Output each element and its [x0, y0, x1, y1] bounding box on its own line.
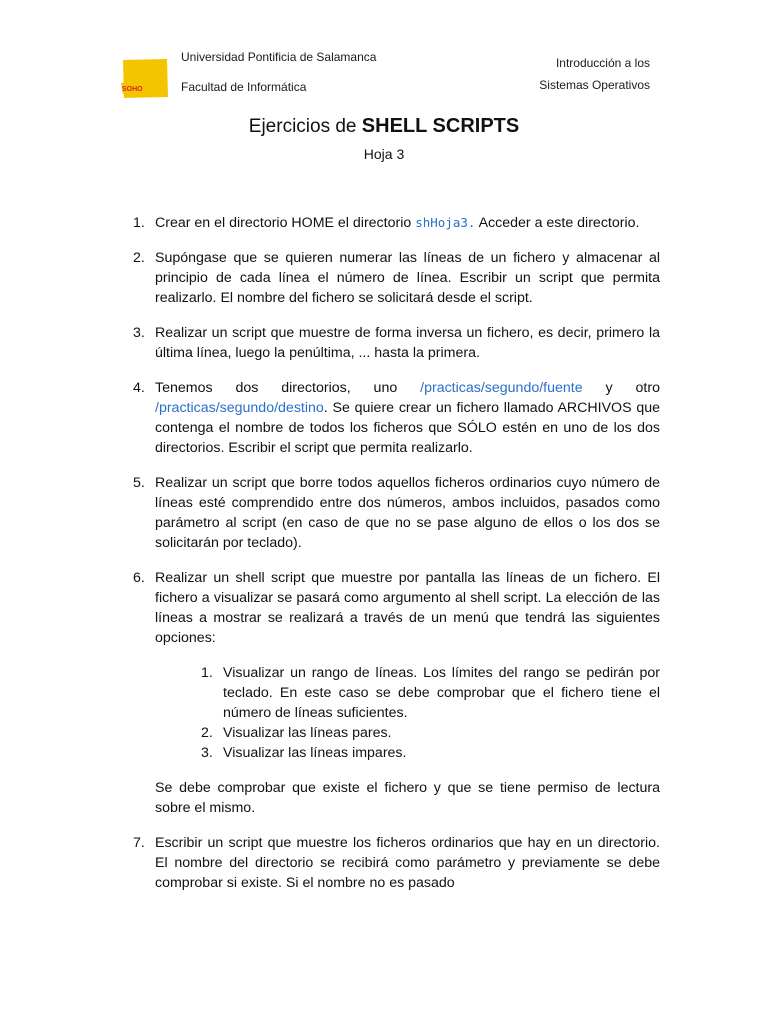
exercise-number: 3.	[133, 325, 145, 341]
exercise-list	[128, 213, 660, 908]
exercise-item-6	[128, 568, 660, 818]
exercise-text: . Se quiere crear un fichero llamado ARCHIVOS que contenga el nombre de todos los ficheros que SÓLO estén en uno de los dos directorios. Escribir el script que permita realizarlo.	[155, 400, 660, 456]
exercise-item-4	[128, 378, 660, 458]
exercise-text: Acceder a este directorio.	[475, 215, 640, 231]
logo-text: SOHO	[122, 86, 143, 93]
directory-code: shHoja3.	[415, 215, 476, 230]
university-logo-icon	[121, 57, 169, 99]
option-number: 2.	[201, 725, 213, 741]
exercise-text: Supóngase que se quieren numerar las líneas de un fichero y almacenar al principio de cada línea el número de línea. Escribir un script que permita realizarlo. El nombre del fichero se solicitará desde el script.	[155, 250, 660, 306]
page-subtitle: Hoja 3	[363, 146, 405, 162]
exercise-item-5	[128, 473, 660, 553]
exercise-note: Se debe comprobar que existe el fichero y que se tiene permiso de lectura sobre el mismo.	[155, 780, 660, 816]
option-number: 1.	[201, 665, 213, 681]
header-faculty: Facultad de Informática	[181, 80, 307, 94]
menu-options-list	[155, 663, 660, 763]
header-university: Universidad Pontificia de Salamanca	[181, 50, 377, 64]
exercise-number: 4.	[133, 380, 145, 396]
option-text: Visualizar un rango de líneas. Los límites del rango se pedirán por teclado. En este caso se debe comprobar que el fichero tiene el número de líneas suficientes.	[223, 665, 660, 721]
exercise-text: y otro	[582, 380, 660, 396]
exercise-number: 2.	[133, 250, 145, 266]
path-link-fuente[interactable]: /practicas/segundo/fuente	[420, 380, 583, 396]
exercise-text: Realizar un shell script que muestre por pantalla las líneas de un fichero. El fichero a visualizar se pasará como argumento al shell script. La elección de las líneas a mostrar se realizará a través de un menú que tendrá las siguientes opciones:	[155, 570, 660, 646]
path-link-destino[interactable]: /practicas/segundo/destino	[155, 400, 324, 416]
exercise-number: 7.	[133, 835, 145, 851]
menu-option-1	[203, 663, 660, 723]
menu-option-3	[203, 743, 660, 763]
exercise-text: Realizar un script que borre todos aquellos ficheros ordinarios cuyo número de líneas esté comprendido entre dos números, ambos incluidos, pasados como parámetro al script (en caso de que no se pase alguno de ellos o los dos se solicitarán por teclado).	[155, 475, 660, 551]
exercise-text: Tenemos dos directorios, uno	[155, 380, 421, 396]
exercise-item-3	[128, 323, 660, 363]
exercise-number: 1.	[133, 215, 145, 231]
exercise-text: Escribir un script que muestre los ficheros ordinarios que hay en un directorio. El nombre del directorio se recibirá como parámetro y previamente se debe comprobar si existe. Si el nombre no es pasado	[155, 835, 660, 891]
exercise-number: 5.	[133, 475, 145, 491]
option-number: 3.	[201, 745, 213, 761]
page-title	[0, 114, 768, 139]
exercise-number: 6.	[133, 570, 145, 586]
option-text: Visualizar las líneas impares.	[223, 745, 407, 761]
title-prefix: Ejercicios de	[248, 116, 362, 137]
exercise-item-2	[128, 248, 660, 308]
header-course-line2: Sistemas Operativos	[539, 78, 650, 92]
title-emphasis: SHELL SCRIPTS	[361, 115, 520, 137]
exercise-text: Crear en el directorio HOME el directorio	[155, 215, 416, 231]
exercise-text: Realizar un script que muestre de forma inversa un fichero, es decir, primero la última línea, luego la penúltima, ... hasta la primera.	[155, 325, 660, 361]
menu-option-2	[203, 723, 660, 743]
header-course-line1: Introducción a los	[555, 56, 650, 70]
exercise-item-1	[128, 213, 660, 233]
exercise-item-7	[128, 833, 660, 893]
option-text: Visualizar las líneas pares.	[223, 725, 392, 741]
